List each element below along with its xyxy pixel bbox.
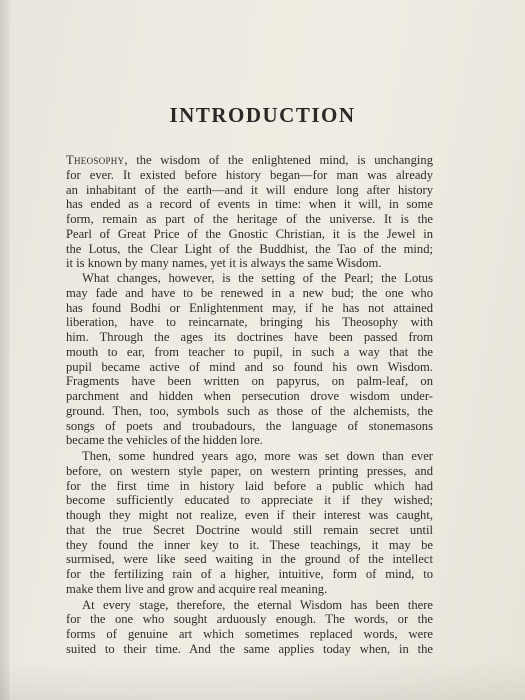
text-line: an inhabitant of the earth—and it will endure long after history [66, 182, 433, 197]
text-line: At every stage, therefore, the eternal Wisdom has been there [82, 597, 433, 612]
text-line: though they might not realize, even if their interest was caught, [66, 508, 433, 522]
text-line: before, on western style paper, on western printing presses, and [66, 463, 433, 478]
text-line: surmised, were like seed waiting in the ground of the intellect [66, 552, 433, 567]
text-line: Pearl of Great Price of the Gnostic Christian, it is the Jewel in [66, 226, 433, 241]
chapter-heading: INTRODUCTION [169, 103, 356, 127]
text-line: has found Bodhi or Enlightenment may, if he has not attained [66, 300, 433, 315]
text-line: for ever. It existed before history began—for man was already [66, 167, 433, 182]
text-line: liberation, have to reincarnate, bringing his Theosophy with [66, 315, 433, 330]
text-line: ground. Then, too, symbols such as those of the alchemists, the [66, 403, 433, 418]
text-line: become sufficiently educated to appreciate it if they wished; [66, 493, 433, 508]
text-line: pupil became active of mind and so found his own Wisdom. [66, 359, 433, 374]
text-line: the Lotus, the Clear Light of the Buddhist, the Tao of the mind; [66, 241, 433, 256]
text-line [66, 153, 433, 168]
text-line-content: , the wisdom of the enlightened mind, is unchanging [124, 153, 433, 167]
text-line: forms of genuine art which sometimes replaced words, were [66, 627, 433, 641]
drop-word: Theosophy [66, 153, 125, 167]
text-line: for the one who sought arduously enough. The words, or the [66, 612, 433, 627]
text-line: has ended as a record of events in time: when it will, in some [66, 197, 433, 212]
text-line: may fade and have to be renewed in a new bud; the one who [66, 285, 433, 300]
text-line: songs of poets and troubadours, the language of stonemasons [66, 418, 433, 433]
text-line: became the vehicles of the hidden lore. [66, 433, 263, 448]
body-text [66, 153, 433, 657]
text-line: make them live and grow and acquire real meaning. [66, 581, 328, 596]
paragraph-1 [66, 153, 433, 271]
paragraph-3 [66, 449, 433, 597]
paragraph-4 [66, 598, 433, 657]
text-line: What changes, however, is the setting of the Pearl; the Lotus [82, 271, 433, 285]
text-line: it is known by many names, yet it is always the same Wisdom. [66, 256, 382, 271]
text-line: Then, some hundred years ago, more was set down than ever [82, 449, 433, 463]
paragraph-2 [66, 271, 433, 448]
text-line: mouth to ear, from teacher to pupil, in such a way that the [66, 344, 433, 359]
text-line: for the first time in history laid before a public which had [66, 478, 433, 493]
text-line: suited to their time. And the same applies today when, in the [66, 641, 433, 656]
text-line: parchment and hidden when persecution drove wisdom under- [66, 389, 433, 403]
text-line: for the fertilizing rain of a higher, intuitive, form of mind, to [66, 567, 433, 581]
text-line: him. Through the ages its doctrines have been passed from [66, 330, 433, 344]
text-line: form, remain as part of the heritage of the universe. It is the [66, 212, 433, 226]
text-line: Fragments have been written on papyrus, on palm-leaf, on [66, 374, 433, 389]
text-line: that the true Secret Doctrine would still remain secret until [66, 522, 433, 537]
text-line: they found the inner key to it. These teachings, it may be [66, 537, 433, 552]
